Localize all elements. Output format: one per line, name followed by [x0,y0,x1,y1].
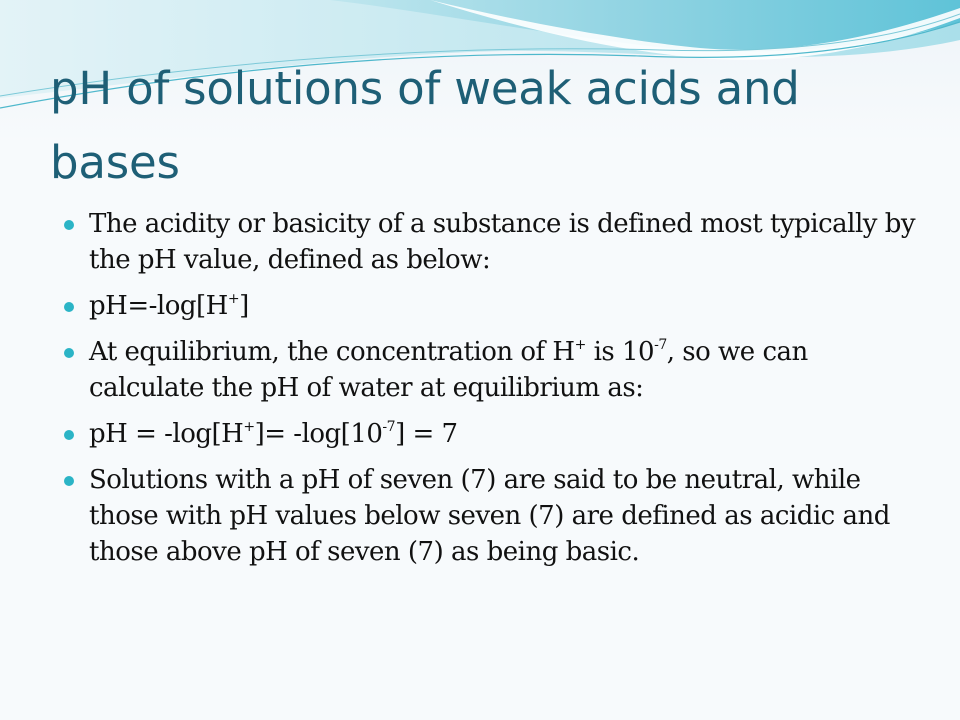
slide-title: pH of solutions of weak acids and bases [50,62,800,189]
bullet-dot-icon [64,430,74,440]
bullet-dot-icon [64,220,74,230]
bullet-item-neutral-acidic-basic [64,462,924,570]
bullet-dot-icon [64,348,74,358]
formula-text-part: ] [239,291,249,321]
bullet-item-definition [64,206,924,278]
superscript: -7 [382,419,396,436]
bullet-list [64,206,924,580]
superscript: + [574,337,586,354]
superscript: -7 [654,337,667,354]
formula-text-part: pH = -log[H [89,419,244,449]
formula-text-part: pH=-log[H [89,291,228,321]
bullet-item-calculation [64,416,924,452]
superscript: + [243,419,255,436]
bullet-text-part: , so we can calculate the pH of water at equilibrium as: [89,337,808,403]
bullet-text: The acidity or basicity of a substance is defined most typically by the pH value, defined as below: [89,209,916,275]
formula-text-part: ]= -log[10 [254,419,383,449]
bullet-text: Solutions with a pH of seven (7) are said to be neutral, while those with pH values below seven (7) are defined as acidic and those above pH of seven (7) as being basic. [89,465,890,567]
superscript: + [227,291,240,308]
bullet-item-formula [64,288,924,324]
bullet-dot-icon [64,476,74,486]
bullet-item-equilibrium [64,334,924,406]
bullet-dot-icon [64,302,74,312]
bullet-text-part: is 10 [585,337,655,367]
bullet-text-part: At equilibrium, the concentration of H [89,337,575,367]
formula-text-part: ] = 7 [395,419,458,449]
